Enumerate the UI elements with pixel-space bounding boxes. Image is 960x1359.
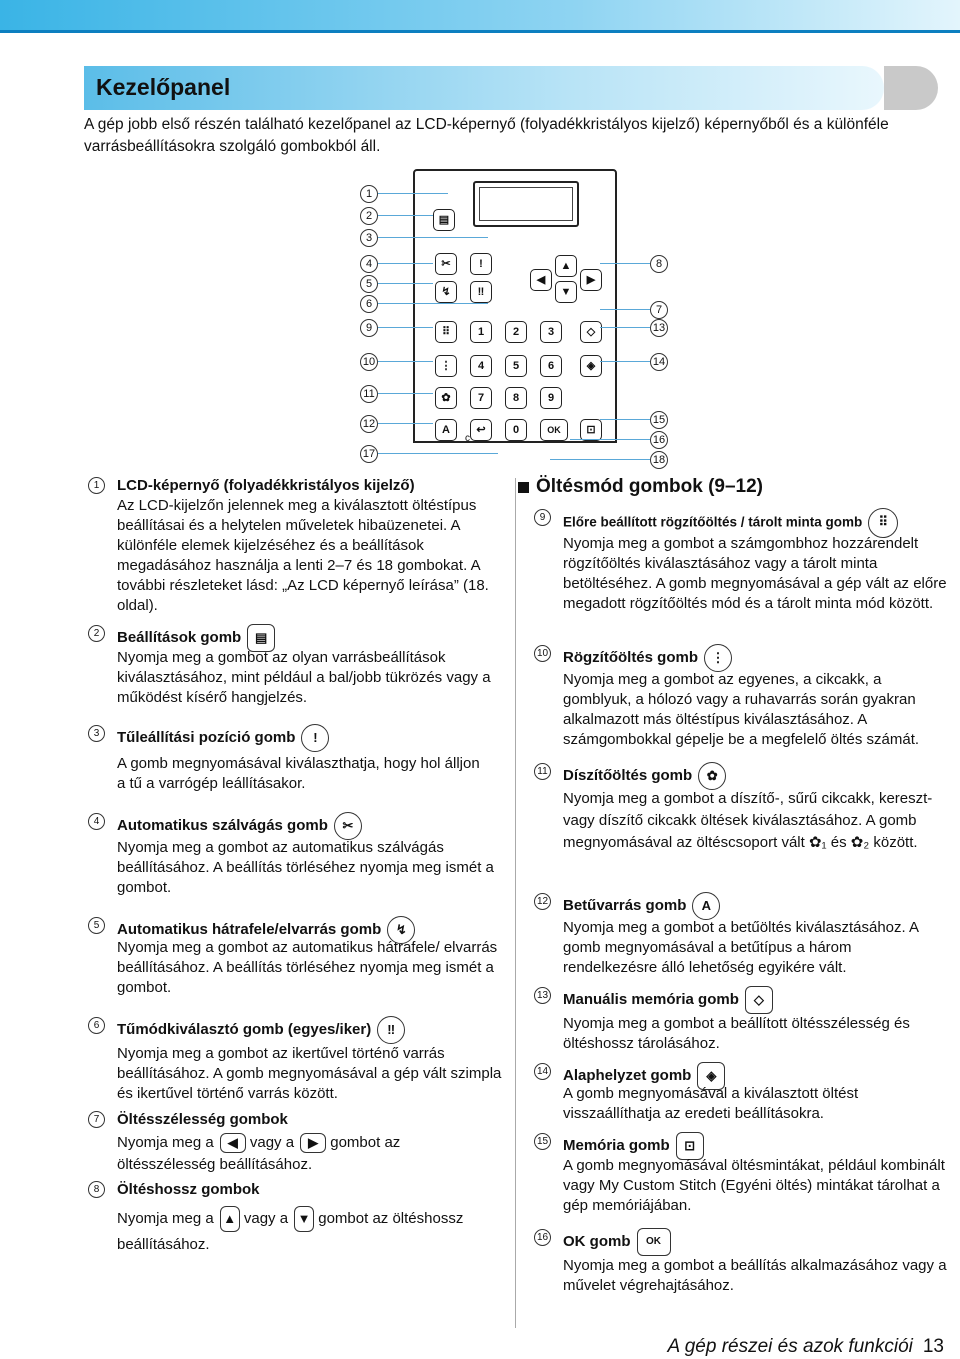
width-left-icon: ◀ — [530, 269, 552, 291]
banner-end — [884, 66, 938, 110]
manual-memory-icon: ◇ — [580, 321, 602, 343]
settings-icon: ▤ — [433, 209, 455, 231]
pattern-memory-icon: ⠿ — [868, 508, 898, 538]
callout-line — [378, 361, 433, 362]
callout-line — [378, 423, 433, 424]
c-label: c — [465, 433, 470, 444]
digit-2: 2 — [505, 321, 527, 343]
callout-1: 1 — [360, 185, 378, 203]
pattern-memory-icon: ⠿ — [435, 321, 457, 343]
memory-icon: ⊡ — [580, 419, 602, 441]
width-right-icon: ▶ — [580, 269, 602, 291]
callout-9: 9 — [360, 319, 378, 337]
stitch-mode-title: Öltésmód gombok (9–12) — [536, 476, 763, 497]
callout-line — [600, 263, 650, 264]
width-right-icon: ▶ — [300, 1133, 326, 1153]
control-panel-diagram — [350, 165, 680, 470]
callout-line — [600, 327, 650, 328]
callout-2: 2 — [360, 207, 378, 225]
section-bullet — [518, 482, 529, 493]
digit-0: 0 — [505, 419, 527, 441]
callout-15: 15 — [650, 411, 668, 429]
manual-memory-icon: ◇ — [745, 986, 773, 1014]
letter-button-icon: A — [692, 892, 720, 920]
digit-6: 6 — [540, 355, 562, 377]
length-down-icon: ▼ — [555, 281, 577, 303]
decorative-stitch-icon: ✿ — [698, 762, 726, 790]
callout-line — [378, 327, 433, 328]
callout-3: 3 — [360, 229, 378, 247]
utility-stitch-icon: ⋮ — [435, 355, 457, 377]
callout-line — [550, 459, 650, 460]
lcd-screen — [473, 181, 579, 227]
callout-5: 5 — [360, 275, 378, 293]
reverse-icon: ↯ — [435, 281, 457, 303]
digit-4: 4 — [470, 355, 492, 377]
length-up-icon: ▲ — [220, 1206, 240, 1232]
back-icon: ↩ — [470, 419, 492, 441]
callout-10: 10 — [360, 353, 378, 371]
twin-needle-icon: ‼ — [470, 281, 492, 303]
callout-line — [378, 263, 433, 264]
stitch-group-1-icon: ✿₁ — [808, 834, 827, 851]
callout-line — [600, 309, 650, 310]
callout-7: 7 — [650, 301, 668, 319]
page-number: 13 — [922, 1336, 944, 1357]
ok-icon: OK — [637, 1228, 671, 1256]
utility-stitch-icon: ⋮ — [704, 644, 732, 672]
callout-17: 17 — [360, 445, 378, 463]
callout-line — [378, 215, 433, 216]
column-divider — [515, 478, 516, 1328]
callout-line — [378, 453, 498, 454]
callout-line — [600, 361, 650, 362]
callout-line — [570, 439, 650, 440]
panel-outline — [413, 169, 617, 443]
callout-12: 12 — [360, 415, 378, 433]
ok-icon: OK — [540, 419, 568, 441]
width-left-icon: ◀ — [220, 1133, 246, 1153]
letter-button-icon: A — [435, 419, 457, 441]
digit-1: 1 — [470, 321, 492, 343]
digit-3: 3 — [540, 321, 562, 343]
callout-4: 4 — [360, 255, 378, 273]
callout-11: 11 — [360, 385, 378, 403]
callout-line — [378, 393, 433, 394]
scissors-icon: ✂ — [334, 812, 362, 840]
callout-line — [600, 419, 650, 420]
reset-icon: ◈ — [697, 1062, 725, 1090]
needle-position-icon: ! — [470, 253, 492, 275]
digit-7: 7 — [470, 387, 492, 409]
digit-9: 9 — [540, 387, 562, 409]
reset-icon: ◈ — [580, 355, 602, 377]
memory-icon: ⊡ — [676, 1132, 704, 1160]
callout-16: 16 — [650, 431, 668, 449]
intro-text: A gép jobb első részén található kezelőpanel az LCD-képernyő (folyadékkristályos kijelző) képernyőből és a különféle varrásbeállításokra szolgáló gombokból áll. — [84, 116, 889, 155]
needle-position-icon: ! — [301, 724, 329, 752]
callout-line — [378, 193, 448, 194]
callout-18: 18 — [650, 451, 668, 469]
callout-line — [378, 283, 433, 284]
callout-line — [378, 237, 488, 238]
callout-line — [378, 303, 488, 304]
top-line — [0, 30, 960, 33]
digit-5: 5 — [505, 355, 527, 377]
twin-needle-icon: ‼ — [377, 1016, 405, 1044]
page-footer: A gép részei és azok funkciói 13 — [667, 1336, 944, 1357]
callout-6: 6 — [360, 295, 378, 313]
length-down-icon: ▼ — [294, 1206, 314, 1232]
digit-8: 8 — [505, 387, 527, 409]
callout-13: 13 — [650, 319, 668, 337]
callout-14: 14 — [650, 353, 668, 371]
top-bar — [0, 0, 960, 30]
scissors-icon: ✂ — [435, 253, 457, 275]
reverse-icon: ↯ — [387, 916, 415, 944]
settings-icon: ▤ — [247, 624, 275, 652]
decorative-stitch-icon: ✿ — [435, 387, 457, 409]
section-title: Kezelőpanel — [96, 74, 231, 100]
callout-8: 8 — [650, 255, 668, 273]
length-up-icon: ▲ — [555, 255, 577, 277]
stitch-group-2-icon: ✿₂ — [850, 834, 870, 851]
